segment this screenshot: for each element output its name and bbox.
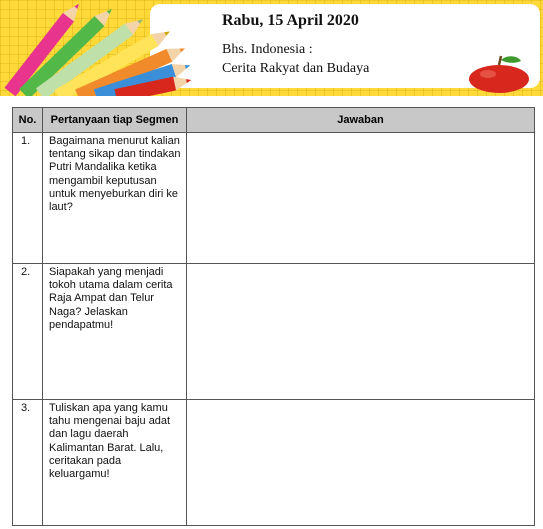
answer-cell[interactable]: [187, 133, 535, 264]
apple-icon: [466, 52, 532, 94]
table-row: [13, 133, 535, 264]
answer-cell[interactable]: [187, 400, 535, 526]
row-number: 3.: [13, 400, 43, 526]
question-text: Tuliskan apa yang kamu tahu mengenai baju adat dan lagu daerah Kalimantan Barat. Lalu, ceritakan pada keluargamu!: [43, 400, 187, 526]
table-row: [13, 264, 535, 400]
subject-label: Bhs. Indonesia :: [222, 42, 313, 57]
colored-pencils-icon: [0, 0, 200, 96]
answer-cell[interactable]: [187, 264, 535, 400]
question-text: Bagaimana menurut kalian tentang sikap dan tindakan Putri Mandalika ketika mengambil keputusan untuk menyeburkan diri ke laut?: [43, 133, 187, 264]
header-answer: Jawaban: [187, 108, 535, 133]
date-title: Rabu, 15 April 2020: [222, 12, 359, 29]
question-table: [12, 107, 535, 526]
header-banner: [0, 0, 543, 96]
header-question: Pertanyaan tiap Segmen: [43, 108, 187, 133]
topic-label: Cerita Rakyat dan Budaya: [222, 61, 370, 76]
row-number: 2.: [13, 264, 43, 400]
question-text: Siapakah yang menjadi tokoh utama dalam cerita Raja Ampat dan Telur Naga? Jelaskan pendapatmu!: [43, 264, 187, 400]
row-number: 1.: [13, 133, 43, 264]
table-header-row: [13, 108, 535, 133]
table-row: [13, 400, 535, 526]
header-no: No.: [13, 108, 43, 133]
